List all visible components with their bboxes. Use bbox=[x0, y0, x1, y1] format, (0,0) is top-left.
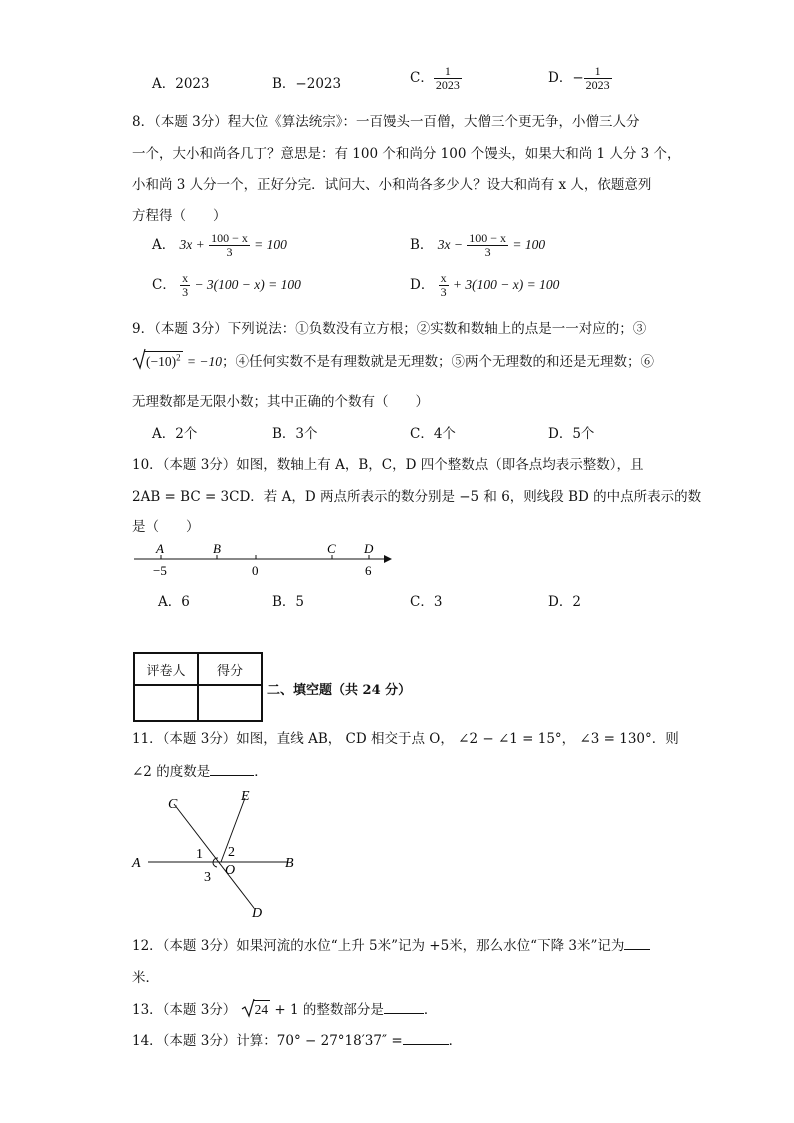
q7-option-d-fraction bbox=[584, 65, 612, 92]
point-label-b: B bbox=[213, 541, 221, 556]
arrow-head-icon bbox=[384, 555, 392, 563]
sqrt-expression bbox=[241, 1002, 271, 1018]
label-a: A bbox=[132, 856, 141, 871]
q9-option-c: C．4个 bbox=[410, 426, 456, 442]
angle-label-3: 3 bbox=[204, 870, 211, 885]
q13-suffix: + 1 的整数部分是 bbox=[274, 1002, 384, 1018]
q7-option-d bbox=[548, 65, 612, 92]
tick-label-neg5: −5 bbox=[153, 563, 167, 578]
label-b: B bbox=[285, 856, 294, 871]
grading-table bbox=[133, 652, 263, 722]
q8-option-c-fraction bbox=[180, 272, 190, 299]
label-o: O bbox=[225, 863, 236, 878]
q8-line-2: 一个，大小和尚各几丁？意思是：有 100 个和尚分 100 个馒头，如果大和尚 1 人分 3 个， bbox=[132, 146, 681, 162]
q12-line-2: 米． bbox=[132, 970, 159, 986]
q11-line-2-text: ∠2 的度数是 bbox=[132, 764, 211, 780]
fraction-denominator: 3 bbox=[484, 245, 491, 259]
q8-option-b-label: B． bbox=[410, 237, 434, 253]
answer-blank[interactable] bbox=[403, 1032, 449, 1045]
q14-text: 14．（本题 3分）计算：70° − 27°18′37″ = bbox=[132, 1033, 403, 1049]
q7-option-b: B．−2023 bbox=[272, 76, 342, 92]
q7-option-d-label: D．− bbox=[548, 70, 584, 86]
q8-option-d-label: D． bbox=[410, 277, 435, 293]
tick-label-0: 0 bbox=[252, 563, 259, 578]
fraction-denominator: 3 bbox=[440, 285, 447, 299]
grader-cell bbox=[134, 685, 198, 721]
fraction-denominator: 3 bbox=[226, 245, 233, 259]
label-c: C bbox=[168, 797, 178, 812]
line-cd bbox=[174, 804, 254, 908]
fraction-denominator: 3 bbox=[182, 285, 189, 299]
q11-line-2 bbox=[132, 760, 268, 780]
answer-blank[interactable] bbox=[624, 937, 650, 950]
q9-option-b: B．3个 bbox=[272, 426, 318, 442]
q11-line-2-end: ． bbox=[254, 764, 268, 780]
fraction-denominator: 2023 bbox=[435, 78, 460, 92]
q8-option-a bbox=[152, 232, 287, 259]
angle-label-1: 1 bbox=[196, 847, 203, 862]
q14-line bbox=[132, 1029, 462, 1049]
q8-option-a-label: A． bbox=[152, 237, 176, 253]
score-cell bbox=[198, 685, 262, 721]
fraction-numerator: 1 bbox=[584, 65, 612, 79]
q8-option-c-label: C． bbox=[152, 277, 176, 293]
q8-line-3: 小和尚 3 人分一个，正好分完．试问大、小和尚各多少人？设大和尚有 x 人，依题意列 bbox=[132, 177, 652, 193]
q10-line-3: 是（ ） bbox=[132, 519, 200, 535]
q8-option-c-post: − 3(100 − x) = 100 bbox=[194, 277, 301, 292]
q9-line-2-rest: ；④任何实数不是有理数就是无理数；⑤两个无理数的和还是无理数；⑥ bbox=[222, 354, 655, 370]
q8-option-d-fraction bbox=[439, 272, 449, 299]
label-e: E bbox=[241, 789, 250, 804]
point-label-c: C bbox=[327, 541, 336, 556]
number-line-figure bbox=[128, 538, 398, 580]
q9-line-2 bbox=[132, 350, 654, 370]
radical-sign-icon bbox=[241, 998, 255, 1018]
q8-option-d-post: + 3(100 − x) = 100 bbox=[452, 277, 560, 292]
answer-blank[interactable] bbox=[210, 763, 254, 776]
q10-line-2: 2AB = BC = 3CD．若 A，D 两点所表示的数分别是 −5 和 6，则线段 BD 的中点所表示的数 bbox=[132, 489, 702, 505]
grader-header: 评卷人 bbox=[134, 653, 198, 685]
fraction-denominator: 2023 bbox=[585, 78, 610, 92]
section-title: 二、填空题（共 24 分） bbox=[267, 683, 412, 698]
fraction-numerator: x bbox=[182, 271, 189, 285]
exponent: 2 bbox=[176, 352, 181, 363]
q8-option-d bbox=[410, 272, 559, 299]
q8-option-b-post: = 100 bbox=[512, 237, 546, 252]
point-label-a: A bbox=[156, 541, 164, 556]
tick-label-6: 6 bbox=[365, 563, 372, 578]
q7-option-c bbox=[410, 65, 462, 92]
q12-line-1 bbox=[132, 934, 650, 954]
fraction-numerator: x bbox=[440, 271, 447, 285]
q10-option-c: C．3 bbox=[410, 594, 443, 610]
q9-line-3: 无理数都是无限小数；其中正确的个数有（ ） bbox=[132, 394, 429, 410]
intersecting-lines-figure bbox=[128, 786, 308, 922]
q12-line-1-text: 12．（本题 3分）如果河流的水位“上升 5米”记为 +5米，那么水位“下降 3米”记为 bbox=[132, 938, 625, 954]
q8-option-a-fraction bbox=[209, 232, 250, 259]
fraction-numerator: 100 − x bbox=[469, 231, 507, 245]
q14-end: ． bbox=[448, 1033, 463, 1049]
q10-line-1: 10．（本题 3分）如图，数轴上有 A，B，C，D 四个整数点（即各点均表示整数），且 bbox=[132, 457, 644, 473]
point-label-d: D bbox=[364, 541, 374, 556]
fraction-numerator: 1 bbox=[434, 65, 462, 79]
angle-label-2: 2 bbox=[228, 845, 235, 860]
answer-blank[interactable] bbox=[384, 1001, 424, 1014]
q9-option-d: D．5个 bbox=[548, 426, 595, 442]
sqrt-result: = −10 bbox=[186, 354, 223, 369]
q8-option-a-pre: 3x + bbox=[179, 237, 205, 252]
q13-prefix: 13．（本题 3分） bbox=[132, 1002, 237, 1018]
q8-option-c bbox=[152, 272, 301, 299]
q8-option-a-post: = 100 bbox=[254, 237, 287, 252]
q13-end: ． bbox=[423, 1002, 438, 1018]
sqrt-radicand: 24 bbox=[254, 1002, 269, 1017]
q10-option-a: A．6 bbox=[158, 594, 190, 610]
q7-option-c-fraction bbox=[434, 65, 462, 92]
q9-line-1: 9．（本题 3分）下列说法：①负数没有立方根；②实数和数轴上的点是一一对应的；③ bbox=[132, 321, 647, 337]
q8-line-4: 方程得（ ） bbox=[132, 208, 227, 224]
q8-line-1: 8．（本题 3分）程大位《算法统宗》：一百馒头一百僧，大僧三个更无争，小僧三人分 bbox=[132, 114, 640, 130]
radical-sign-icon bbox=[132, 348, 146, 370]
q7-option-c-label: C． bbox=[410, 70, 434, 86]
q10-option-d: D．2 bbox=[548, 594, 581, 610]
q8-option-b-fraction bbox=[467, 232, 508, 259]
q9-option-a: A．2个 bbox=[152, 426, 198, 442]
fraction-numerator: 100 − x bbox=[211, 231, 248, 245]
q13-line bbox=[132, 998, 437, 1018]
q11-line-1: 11．（本题 3分）如图，直线 AB， CD 相交于点 O， ∠2 − ∠1 = 15°， ∠3 = 130°．则 bbox=[132, 731, 679, 747]
sqrt-radicand: (−10) bbox=[146, 354, 177, 369]
q7-option-a: A．2023 bbox=[152, 76, 210, 92]
q8-option-b bbox=[410, 232, 545, 259]
label-d: D bbox=[252, 906, 263, 921]
sqrt-expression bbox=[132, 353, 183, 371]
q8-option-b-pre: 3x − bbox=[437, 237, 463, 252]
score-header: 得分 bbox=[198, 653, 262, 685]
q10-option-b: B．5 bbox=[272, 594, 305, 610]
